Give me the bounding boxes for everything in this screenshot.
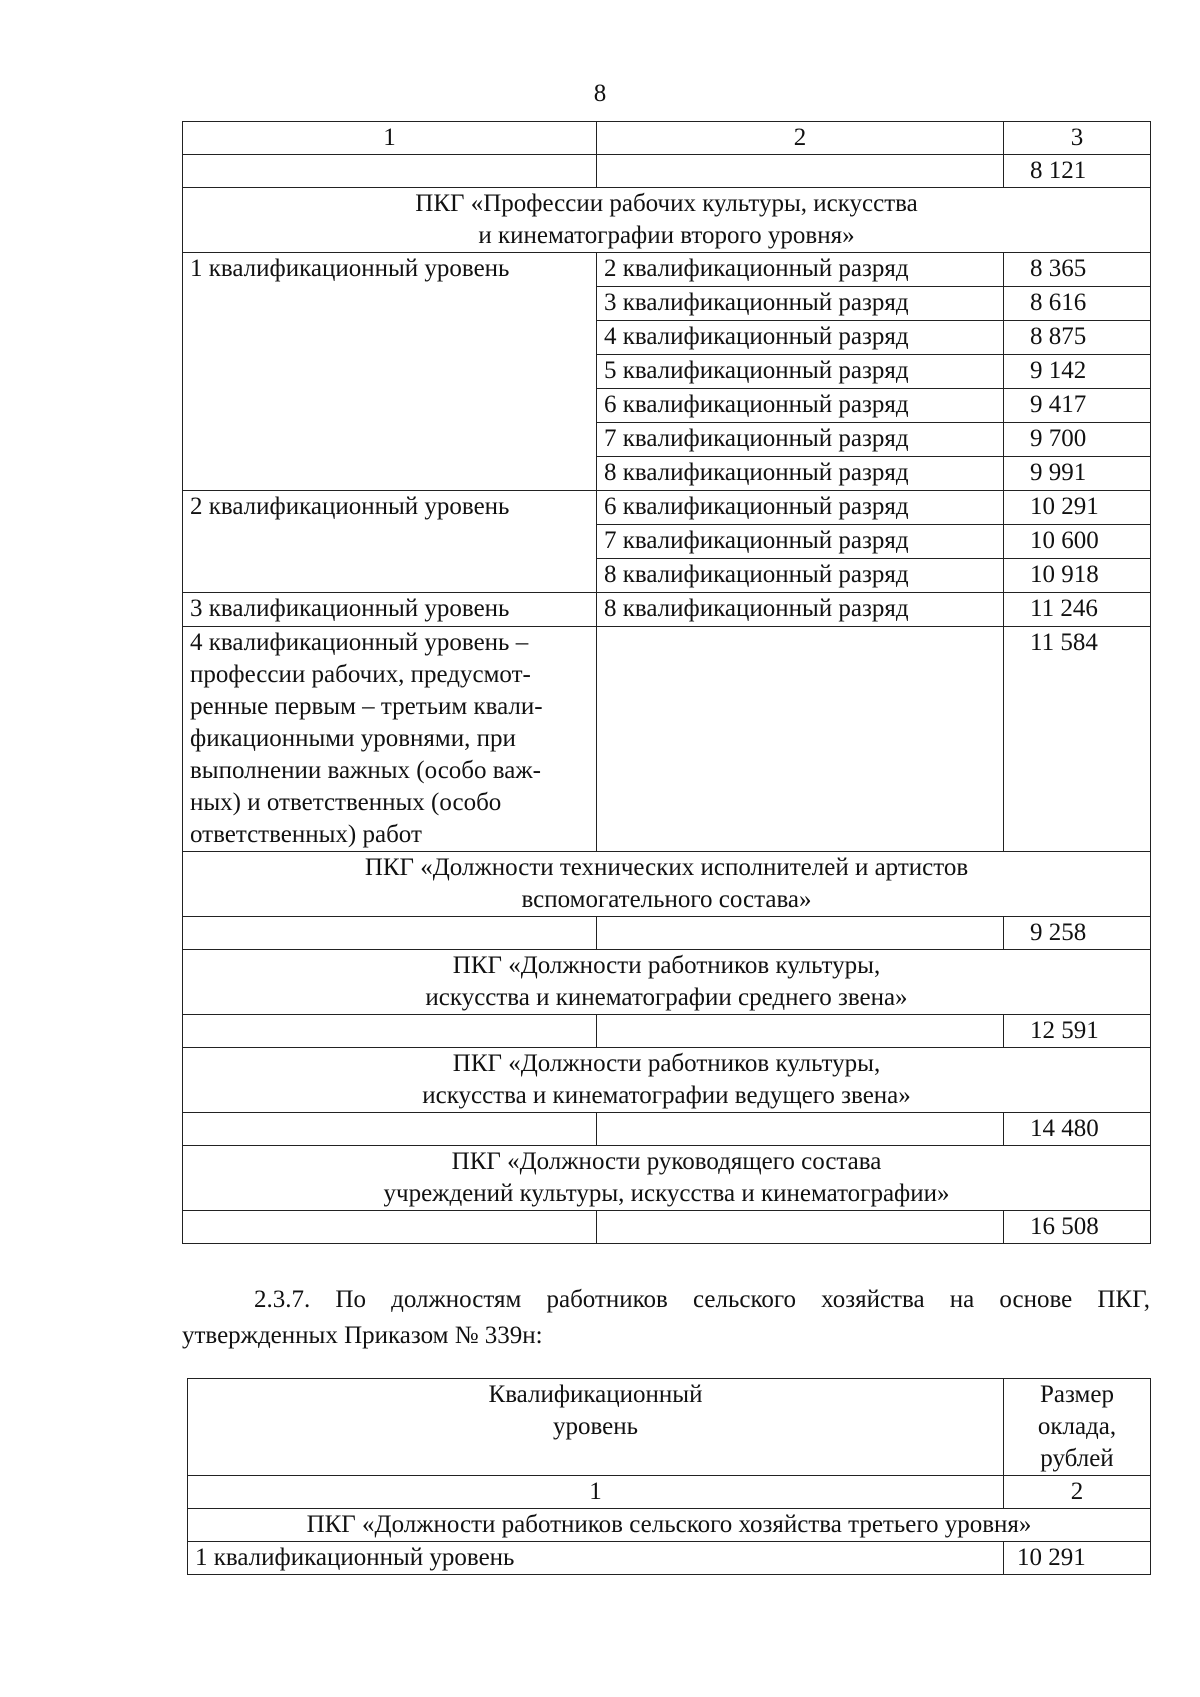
salary-value: 8 875 (1004, 321, 1151, 355)
grade-label: 8 квалификационный разряд (597, 457, 1004, 491)
grade-label: 6 квалификационный разряд (597, 491, 1004, 525)
group-title-row (183, 188, 1151, 253)
empty-cell (183, 1211, 597, 1244)
salary-value: 8 365 (1004, 253, 1151, 287)
salary-value: 10 291 (1004, 1542, 1151, 1575)
table-row (183, 1211, 1151, 1244)
group-title-row (183, 852, 1151, 917)
salary-value: 14 480 (1004, 1113, 1151, 1146)
group-title-row (183, 950, 1151, 1015)
col-header-salary: Размер оклада, рублей (1004, 1379, 1151, 1476)
level-label: 1 квалификационный уровень (183, 253, 597, 491)
grade-label: 7 квалификационный разряд (597, 423, 1004, 457)
table-row (183, 917, 1151, 950)
group-title: ПКГ «Должности технических исполнителей и артистов вспомогательного состава» (183, 852, 1151, 917)
level-label: 1 квалификационный уровень (188, 1542, 1004, 1575)
table-row (183, 491, 1151, 525)
salary-table-culture (182, 121, 1151, 1244)
group-title: ПКГ «Должности руководящего состава учреждений культуры, искусства и кинематографии» (183, 1146, 1151, 1211)
empty-cell (597, 627, 1004, 852)
group-title-row (183, 1048, 1151, 1113)
col-number-2: 2 (1004, 1476, 1151, 1509)
col-header-level: Квалификационный уровень (188, 1379, 1004, 1476)
salary-value: 9 991 (1004, 457, 1151, 491)
salary-value: 9 142 (1004, 355, 1151, 389)
empty-cell (597, 1113, 1004, 1146)
salary-value: 11 246 (1004, 593, 1151, 627)
col-header-1: 1 (183, 122, 597, 155)
salary-value: 9 700 (1004, 423, 1151, 457)
grade-label: 8 квалификационный разряд (597, 559, 1004, 593)
table-header-row (188, 1379, 1151, 1476)
group-title: ПКГ «Должности работников сельского хозяйства третьего уровня» (188, 1509, 1151, 1542)
level-label: 4 квалификационный уровень – профессии рабочих, предусмот- ренные первым – третьим квали- фикационными уровнями, при выполнении важных (особо важ- ных) и ответственных (особо ответственных) работ (183, 627, 597, 852)
salary-value: 9 417 (1004, 389, 1151, 423)
page-number: 8 (593, 80, 607, 107)
grade-label: 7 квалификационный разряд (597, 525, 1004, 559)
salary-table-agriculture (187, 1378, 1151, 1575)
grade-label: 4 квалификационный разряд (597, 321, 1004, 355)
salary-value: 16 508 (1004, 1211, 1151, 1244)
empty-cell (183, 917, 597, 950)
level-label: 3 квалификационный уровень (183, 593, 597, 627)
section-paragraph (182, 1282, 1150, 1354)
empty-cell (597, 1015, 1004, 1048)
empty-cell (183, 155, 597, 188)
empty-cell (597, 155, 1004, 188)
table-row (183, 155, 1151, 188)
col-header-2: 2 (597, 122, 1004, 155)
table-row (183, 1015, 1151, 1048)
paragraph-line-2: утвержденных Приказом № 339н: (182, 1322, 543, 1349)
group-title: ПКГ «Должности работников культуры, искусства и кинематографии ведущего звена» (183, 1048, 1151, 1113)
salary-value: 11 584 (1004, 627, 1151, 852)
salary-value: 9 258 (1004, 917, 1151, 950)
level-label: 2 квалификационный уровень (183, 491, 597, 593)
grade-label: 5 квалификационный разряд (597, 355, 1004, 389)
grade-label: 2 квалификационный разряд (597, 253, 1004, 287)
group-title: ПКГ «Профессии рабочих культуры, искусства и кинематографии второго уровня» (183, 188, 1151, 253)
group-title-row (188, 1509, 1151, 1542)
table-row (188, 1476, 1151, 1509)
col-header-3: 3 (1004, 122, 1151, 155)
table-row (188, 1542, 1151, 1575)
empty-cell (183, 1113, 597, 1146)
table-row (183, 593, 1151, 627)
empty-cell (597, 917, 1004, 950)
table-row (183, 253, 1151, 287)
grade-label: 6 квалификационный разряд (597, 389, 1004, 423)
group-title: ПКГ «Должности работников культуры, искусства и кинематографии среднего звена» (183, 950, 1151, 1015)
grade-label: 3 квалификационный разряд (597, 287, 1004, 321)
salary-value: 12 591 (1004, 1015, 1151, 1048)
paragraph-line-1: 2.3.7. По должностям работников сельского хозяйства на основе ПКГ, (254, 1286, 1150, 1313)
salary-value: 10 600 (1004, 525, 1151, 559)
empty-cell (597, 1211, 1004, 1244)
table-header-row (183, 122, 1151, 155)
salary-value: 8 616 (1004, 287, 1151, 321)
salary-value: 10 291 (1004, 491, 1151, 525)
salary-value: 10 918 (1004, 559, 1151, 593)
table-row (183, 627, 1151, 852)
grade-label: 8 квалификационный разряд (597, 593, 1004, 627)
group-title-row (183, 1146, 1151, 1211)
empty-cell (183, 1015, 597, 1048)
table-row (183, 1113, 1151, 1146)
salary-value: 8 121 (1004, 155, 1151, 188)
col-number-1: 1 (188, 1476, 1004, 1509)
